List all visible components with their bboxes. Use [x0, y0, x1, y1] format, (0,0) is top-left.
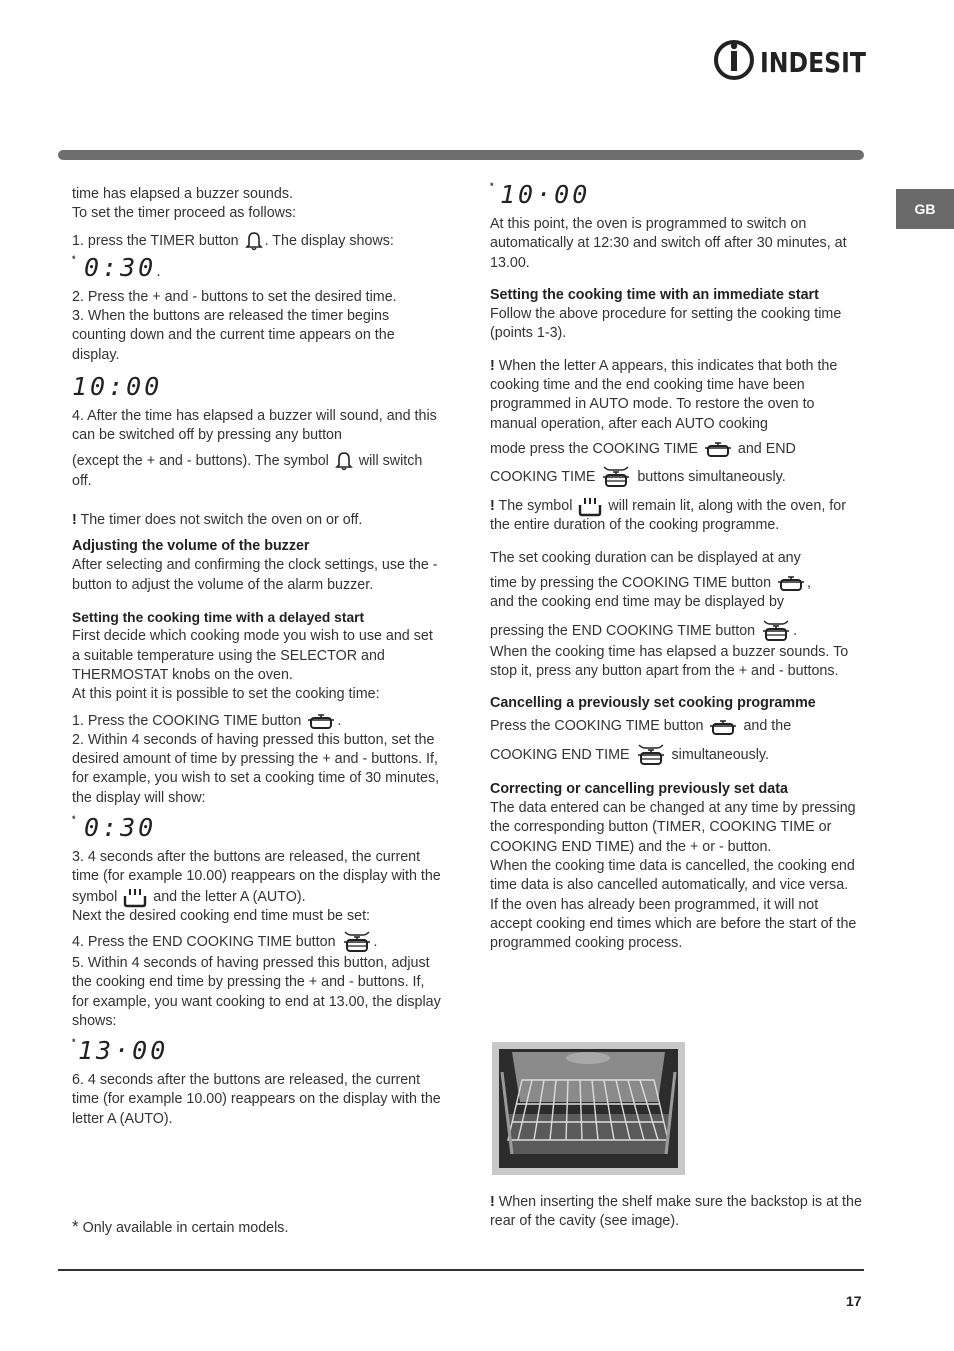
delayed-text-1: First decide which cooking mode you wish to use and set a suitable temperature using the SELECTOR and THERMOSTAT knobs on the oven. [72, 628, 433, 683]
left-column [72, 185, 444, 1129]
intro-text-2: To set the timer proceed as follows: [72, 205, 297, 222]
cancel-text-1: Press the COOKING TIME button and the [490, 718, 792, 735]
heading-buzzer-volume: Adjusting the volume of the buzzer [72, 538, 310, 555]
display-text-5: When the cooking time has elapsed a buzzer sounds. To stop it, press any button apart from the + and - buttons. [490, 643, 849, 679]
display-text-1: The set cooking duration can be displayed at any [490, 549, 801, 566]
heading-correct-data: Correcting or cancelling previously set data [490, 780, 788, 797]
display-readout-5: * 10·00 [490, 180, 591, 209]
auto-cooking-icon [123, 887, 147, 907]
programmed-text: At this point, the oven is programmed to switch on automatically at 12:30 and switch off after 30 minutes, at 13.00. [490, 216, 847, 271]
correct-text-1: The data entered can be changed at any time by pressing the corresponding button (TIMER, COOKING TIME or COOKING END TIME) and the + or - button. [490, 800, 856, 855]
display-readout-2: 10:00 [72, 371, 163, 401]
bell-icon [335, 451, 353, 471]
end-cooking-time-icon [601, 465, 631, 489]
auto-mode-note-3: COOKING TIME buttons simultaneously. [490, 465, 864, 489]
correct-text-3: If the oven has already been programmed, it will not accept cooking end times which are before the start of the programmed cooking process. [490, 896, 857, 952]
end-cooking-time-icon [342, 930, 372, 954]
step-4a: 4. After the time has elapsed a buzzer will sound, and this can be switched off by pressing any button [72, 407, 437, 444]
heading-delayed-start: Setting the cooking time with a delayed start [72, 610, 365, 626]
footer-rule [58, 1269, 864, 1271]
heading-immediate-start: Setting the cooking time with an immediate start [490, 286, 819, 303]
delayed-step-6: 6. 4 seconds after the buttons are released, the current time (for example 10.00) reappears on the display with the letter A (AUTO). [72, 1072, 441, 1127]
auto-mode-note: ! When the letter A appears, this indicates that both the cooking time and the end cooking time have been programmed in AUTO mode. To restore the oven to manual operation, after each AUTO cooking [490, 357, 838, 432]
immediate-text: Follow the above procedure for setting the cooking time (points 1-3). [490, 306, 842, 342]
intro-text-1: time has elapsed a buzzer sounds. [72, 186, 293, 202]
display-text-3: and the cooking end time may be displayed by [490, 594, 785, 611]
indesit-logo [712, 36, 872, 84]
end-cooking-time-icon [636, 743, 666, 767]
delayed-text-2: At this point it is possible to set the cooking time: [72, 686, 380, 703]
display-readout-3: * 0:30 [72, 812, 157, 842]
delayed-step-4: 4. Press the END COOKING TIME button . [72, 930, 444, 954]
symbol-note: ! The symbol will remain lit, along with the oven, for the entire duration of the cooking programme. [490, 498, 846, 534]
delayed-step-5: 5. Within 4 seconds of having pressed this button, adjust the cooking end time by pressing the + and - buttons. If, for example, you want cooking to end at 13.00, the display shows: [72, 954, 441, 1029]
right-column [490, 181, 864, 953]
brand-name: INDESIT [760, 46, 866, 79]
cooking-time-icon [704, 440, 732, 458]
cooking-time-icon [709, 718, 737, 736]
heading-cancel-programme: Cancelling a previously set cooking programme [490, 695, 816, 712]
display-readout-1: * 0:30 . [72, 252, 161, 282]
delayed-step-3c: Next the desired cooking end time must be set: [72, 907, 371, 924]
header-bar [58, 150, 864, 160]
shelf-note: ! When inserting the shelf make sure the backstop is at the rear of the cavity (see image). [490, 1194, 862, 1230]
step-4b: (except the + and - buttons). The symbol will switch off. [72, 453, 423, 489]
delayed-step-1: 1. Press the COOKING TIME button . [72, 712, 342, 729]
auto-mode-note-2: mode press the COOKING TIME and END [490, 440, 796, 457]
correct-text-2: When the cooking time data is cancelled, the cooking end time data is also cancelled automatically, and vice versa. [490, 857, 855, 894]
volume-text: After selecting and confirming the clock settings, use the - button to adjust the volume of the alarm buzzer. [72, 557, 438, 593]
footnote: * Only available in certain models. [72, 1217, 289, 1236]
delayed-step-2: 2. Within 4 seconds of having pressed this button, set the desired amount of time by pressing the + and - buttons. If, for example, you wish to set a cooking time of 30 minutes, the display will show: [72, 731, 440, 806]
step-3: 3. When the buttons are released the timer begins counting down and the current time appears on the display. [72, 307, 395, 363]
oven-shelf-image [492, 1042, 685, 1175]
bell-icon [245, 231, 263, 251]
end-cooking-time-icon [761, 619, 791, 643]
display-text-2: time by pressing the COOKING TIME button , [490, 574, 811, 591]
language-tab: GB [896, 189, 954, 229]
page-number: 17 [846, 1293, 862, 1309]
auto-cooking-icon [578, 496, 602, 516]
cancel-text-2: COOKING END TIME simultaneously. [490, 743, 864, 767]
cooking-time-icon [307, 712, 335, 730]
step-1: 1. press the TIMER button . The display shows: [72, 231, 444, 251]
display-text-4: pressing the END COOKING TIME button . [490, 619, 864, 643]
cooking-time-icon [777, 574, 805, 592]
delayed-step-3: 3. 4 seconds after the buttons are released, the current time (for example 10.00) reappears on the display with the symbol and the letter A (AUTO). [72, 848, 444, 907]
display-readout-4: * 13·00 [72, 1036, 169, 1066]
timer-note: ! The timer does not switch the oven on or off. [72, 511, 363, 528]
step-2: 2. Press the + and - buttons to set the desired time. [72, 288, 397, 305]
